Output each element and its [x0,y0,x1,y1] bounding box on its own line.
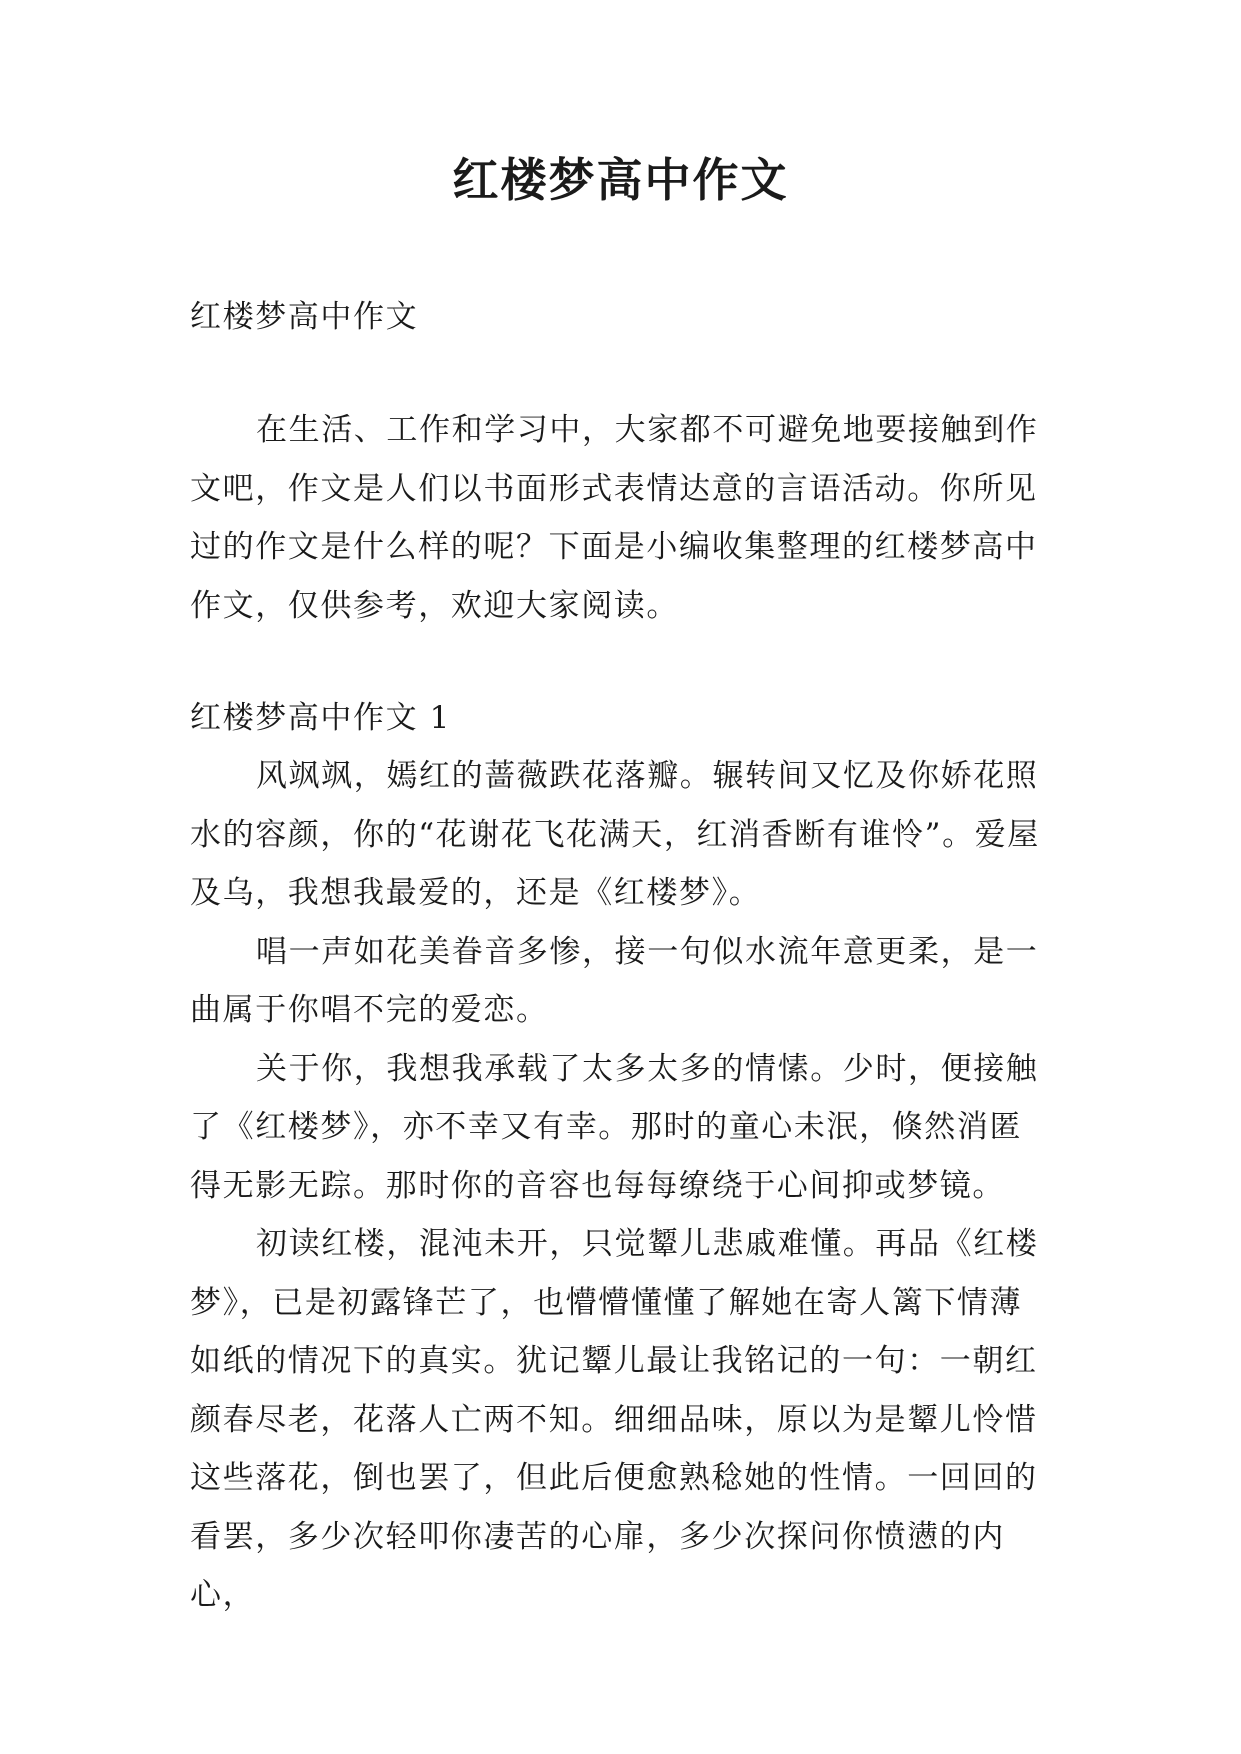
document-subtitle: 红楼梦高中作文 [190,299,419,335]
section-heading: 红楼梦高中作文 1 [190,700,451,736]
essay-paragraph: 初读红楼，混沌未开，只觉颦儿悲戚难懂。再品《红楼梦》，已是初露锋芒了，也懵懵懂懂了解她在寄人篱下情薄如纸的情况下的真实。犹记颦儿最让我铭记的一句：一朝红颜春尽老，花落人亡两不知。细细品味，原以为是颦儿怜惜这些落花，倒也罢了，但此后便愈熟稔她的性情。一回回的看罢，多少次轻叩你凄苦的心扉，多少次探问你愤懑的内心， [190,1226,1039,1613]
essay-body [190,747,1052,1625]
intro-paragraph: 在生活、工作和学习中，大家都不可避免地要接触到作文吧，作文是人们以书面形式表情达意的言语活动。你所见过的作文是什么样的呢？下面是小编收集整理的红楼梦高中作文，仅供参考，欢迎大家阅读。 [190,412,1039,624]
document-title: 红楼梦高中作文 [452,153,789,207]
essay-paragraph: 关于你，我想我承载了太多太多的情愫。少时，便接触了《红楼梦》，亦不幸又有幸。那时的童心未泯，倏然消匿得无影无踪。那时你的音容也每每缭绕于心间抑或梦镜。 [190,1050,1039,1204]
essay-paragraph: 风飒飒，嫣红的蔷薇跌花落瓣。辗转间又忆及你娇花照水的容颜，你的“花谢花飞花满天，红消香断有谁怜”。爱屋及乌，我想我最爱的，还是《红楼梦》。 [190,758,1040,911]
essay-paragraph: 唱一声如花美眷音多惨，接一句似水流年意更柔，是一曲属于你唱不完的爱恋。 [190,933,1039,1028]
